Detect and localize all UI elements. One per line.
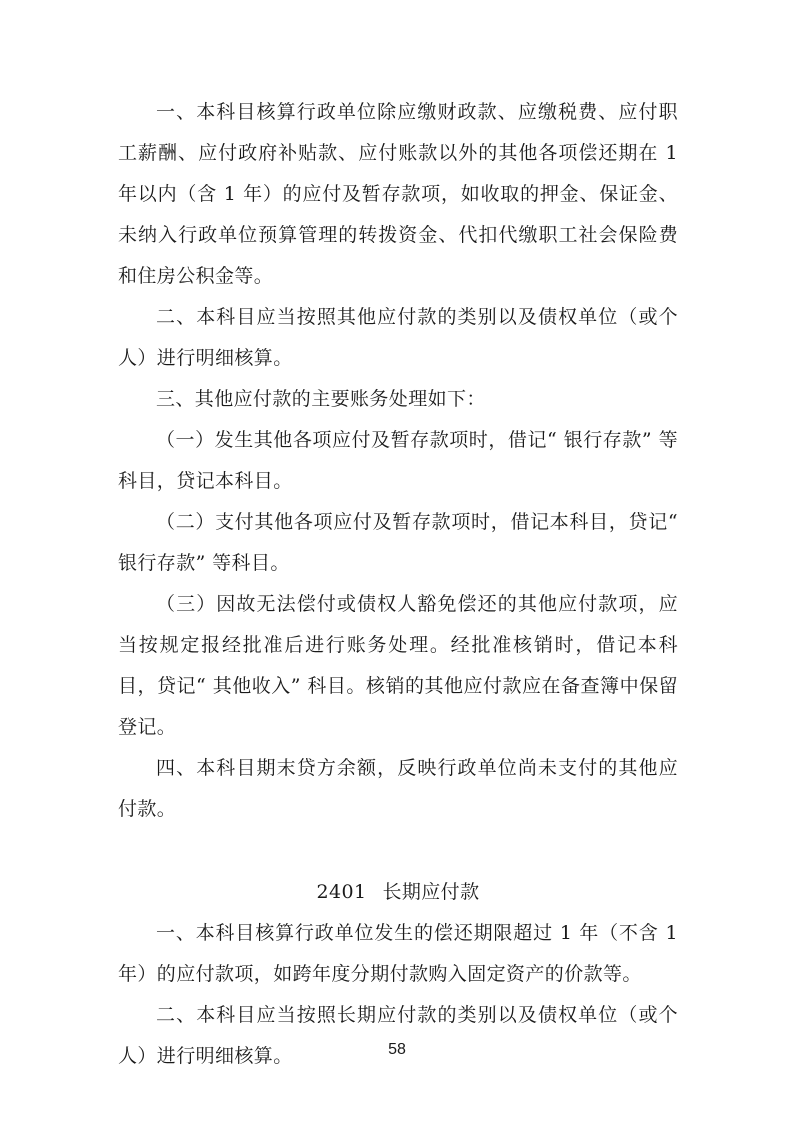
paragraph-3: 三、其他应付款的主要账务处理如下： bbox=[156, 388, 486, 410]
paragraph-8: 一、本科目核算行政单位发生的偿还期限超过 1 年（不含 1 年）的应付款项，如跨年度分期付款购入固定资产的价款等。 bbox=[118, 922, 678, 985]
paragraph-1: 一、本科目核算行政单位除应缴财政款、应缴税费、应付职工薪酬、应付政府补贴款、应付账款以外的其他各项偿还期在 1 年以内（含 1 年）的应付及暂存款项，如收取的押金、保证金、未纳入行政单位预算管理的转拨资金、代扣代缴职工社会保险费和住房公积金等。 bbox=[118, 101, 678, 287]
paragraph-5: （二）支付其他各项应付及暂存款项时，借记本科目，贷记“ 银行存款” 等科目。 bbox=[118, 511, 678, 574]
section-title: 长期应付款 bbox=[382, 881, 480, 903]
paragraph-6: （三）因故无法偿付或债权人豁免偿还的其他应付款项，应当按规定报经批准后进行账务处理。经批准核销时，借记本科目，贷记“ 其他收入” 科目。核销的其他应付款应在备查簿中保留登记。 bbox=[118, 593, 678, 738]
paragraph-7: 四、本科目期末贷方余额，反映行政单位尚未支付的其他应付款。 bbox=[118, 757, 678, 820]
page-number: 58 bbox=[388, 1041, 406, 1058]
paragraph-2: 二、本科目应当按照其他应付款的类别以及债权单位（或个人）进行明细核算。 bbox=[118, 306, 678, 369]
paragraph-4: （一）发生其他各项应付及暂存款项时，借记“ 银行存款” 等科目，贷记本科目。 bbox=[118, 429, 678, 492]
section-code: 2401 bbox=[316, 881, 367, 903]
page-content bbox=[118, 92, 678, 1077]
section-heading bbox=[118, 872, 678, 913]
paragraph-9: 二、本科目应当按照长期应付款的类别以及债权单位（或个人）进行明细核算。 bbox=[118, 1004, 678, 1067]
